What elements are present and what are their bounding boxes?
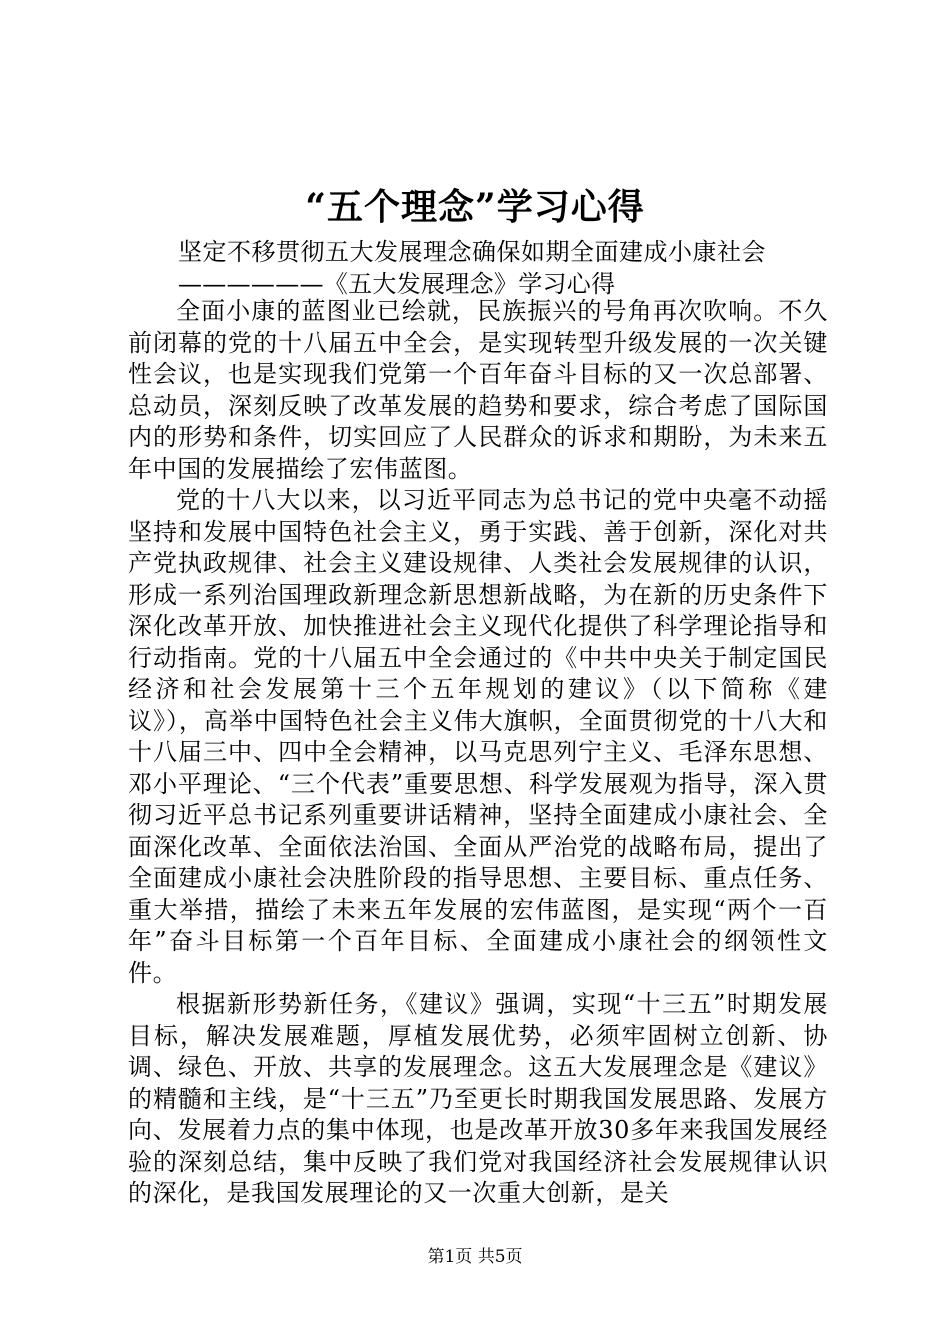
page-footer: 第1页 共5页 <box>427 1247 523 1267</box>
body-paragraph: 党的十八大以来，以习近平同志为总书记的党中央毫不动摇坚持和发展中国特色社会主义，勇于实践、善于创新，深化对共产党执政规律、社会主义建设规律、人类社会发展规律的认识，形成一系列治国理政新理念新思想新战略，为在新的历史条件下深化改革开放、加快推进社会主义现代化提供了科学理论指导和行动指南。党的十八届五中全会通过的《中共中央关于制定国民经济和社会发展第十三个五年规划的建议》（以下简称《建议》），高举中国特色社会主义伟大旗帜，全面贯彻党的十八大和十八届三中、四中全会精神，以马克思列宁主义、毛泽东思想、邓小平理论、“三个代表”重要思想、科学发展观为指导，深入贯彻习近平总书记系列重要讲话精神，坚持全面建成小康社会、全面深化改革、全面依法治国、全面从严治党的战略布局，提出了全面建成小康社会决胜阶段的指导思想、主要目标、重点任务、重大举措，描绘了未来五年发展的宏伟蓝图，是实现“两个一百年”奋斗目标第一个百年目标、全面建成小康社会的纲领性文件。 <box>128 486 828 987</box>
document-title: “五个理念”学习心得 <box>305 186 645 228</box>
document-subtitle: 坚定不移贯彻五大发展理念确保如期全面建成小康社会 <box>178 238 766 266</box>
document-body <box>128 296 828 1210</box>
document-subtitle-line2: ——————《五大发展理念》学习心得 <box>178 270 616 298</box>
body-paragraph: 全面小康的蓝图业已绘就，民族振兴的号角再次吹响。不久前闭幕的党的十八届五中全会，是实现转型升级发展的一次关键性会议，也是实现我们党第一个百年奋斗目标的又一次总部署、总动员，深刻反映了改革发展的趋势和要求，综合考虑了国际国内的形势和条件，切实回应了人民群众的诉求和期盼，为未来五年中国的发展描绘了宏伟蓝图。 <box>128 297 828 483</box>
body-paragraph: 根据新形势新任务，《建议》强调，实现“十三五”时期发展目标，解决发展难题，厚植发展优势，必须牢固树立创新、协调、绿色、开放、共享的发展理念。这五大发展理念是《建议》的精髓和主线，是“十三五”乃至更长时期我国发展思路、发展方向、发展着力点的集中体现，也是改革开放30多年来我国发展经验的深刻总结，集中反映了我们党对我国经济社会发展规律认识的深化，是我国发展理论的又一次重大创新，是关 <box>128 990 828 1207</box>
